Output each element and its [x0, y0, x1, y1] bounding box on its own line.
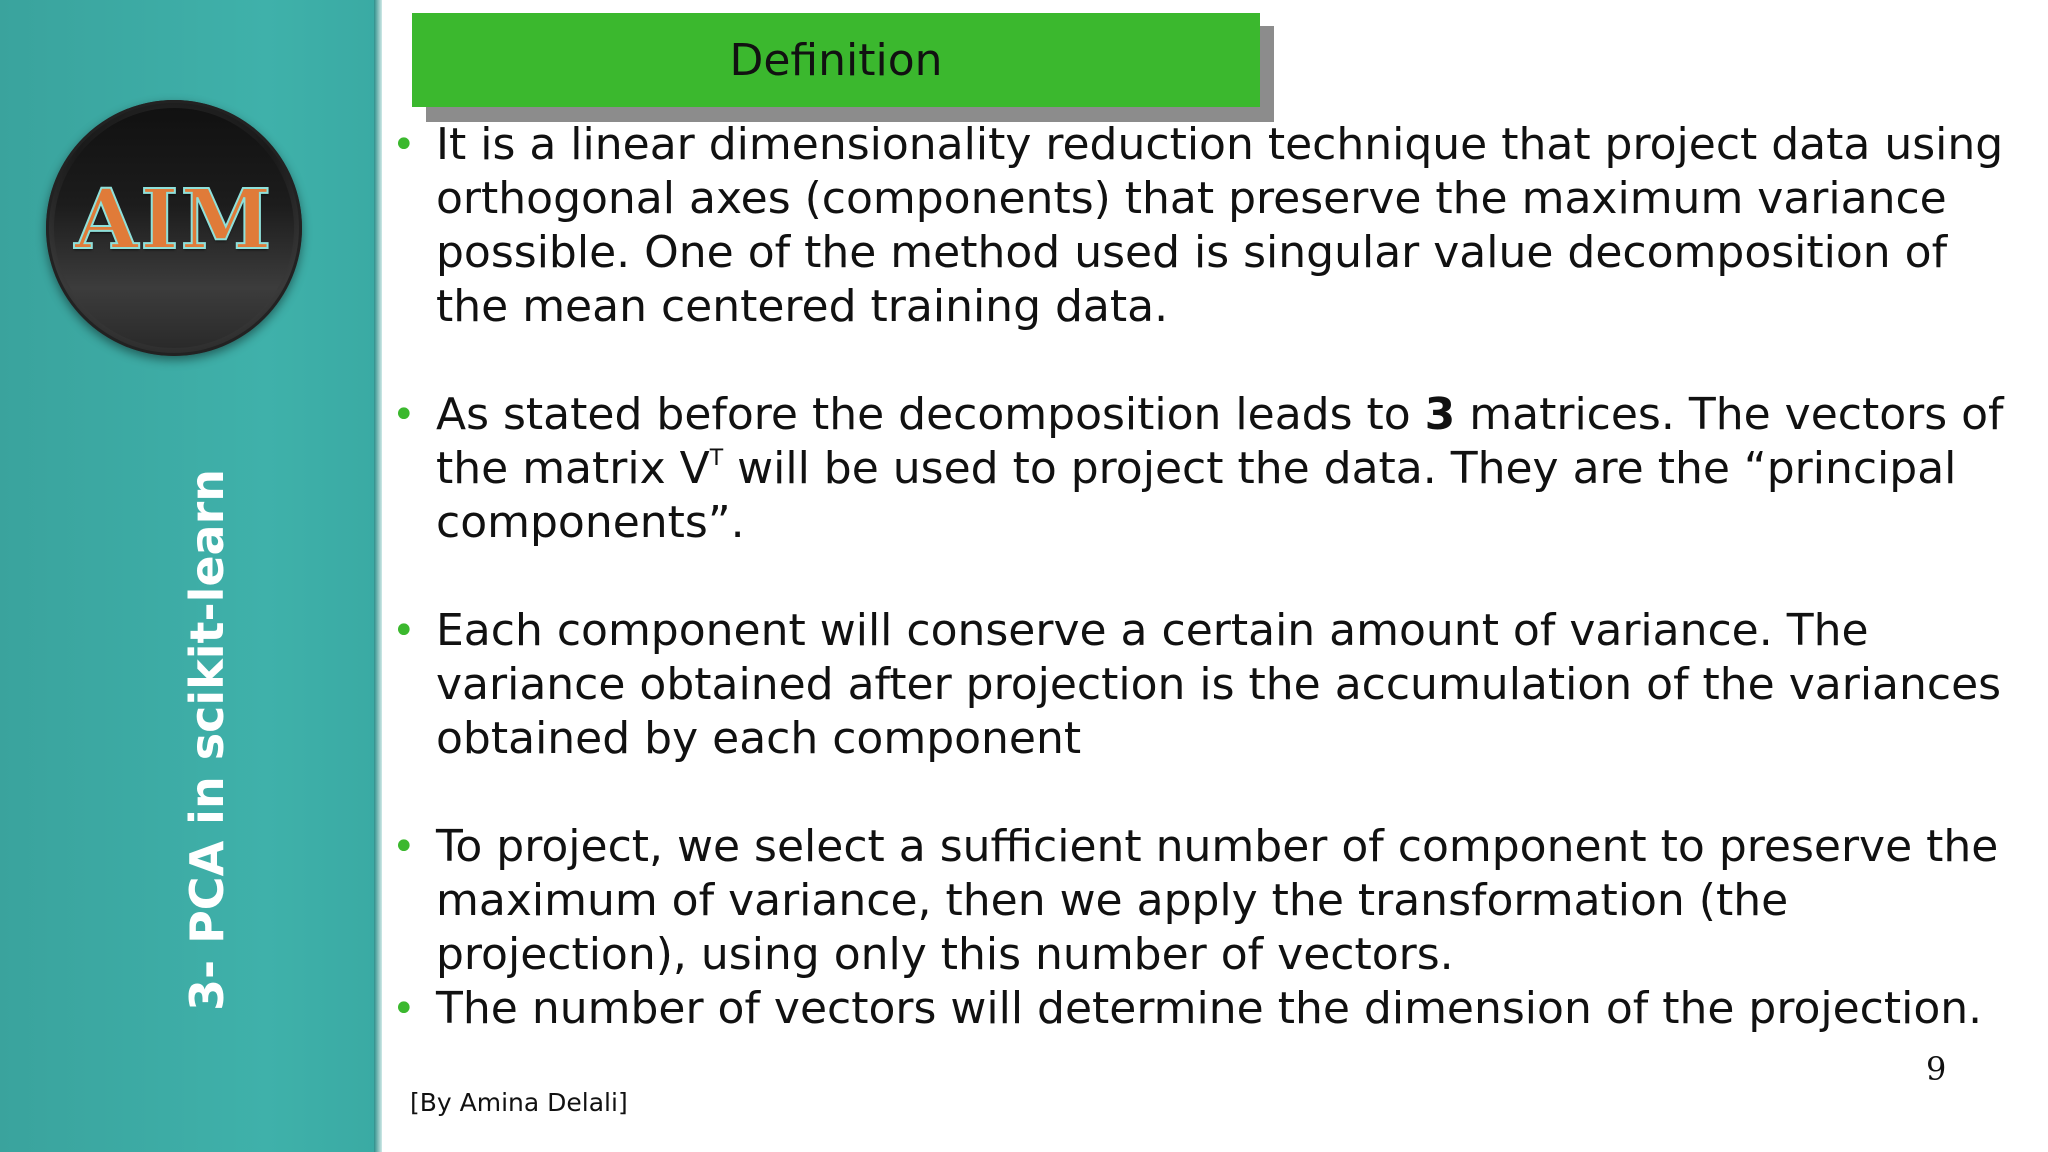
definition-header: [412, 13, 1260, 107]
page-number: 9: [1926, 1050, 1947, 1088]
transpose-superscript: T: [709, 446, 724, 471]
bullet-text: Each component will conserve a certain amount of variance. The variance obtained after projection is the accumulation of the variances obtained by each component: [436, 605, 2002, 764]
sidebar-edge: [374, 0, 382, 1152]
bullet-icon: •: [392, 986, 416, 1032]
bullet-text: To project, we select a sufficient number of component to preserve the maximum of variance, then we apply the transformation (the projection), using only this number of vectors.: [436, 821, 1999, 980]
bullet-item: [388, 388, 2028, 550]
author-credit: [By Amina Delali]: [410, 1088, 628, 1117]
bullet-text-part: As stated before the decomposition leads to: [436, 389, 1425, 440]
bullet-text: [436, 389, 2004, 548]
bold-number: 3: [1424, 389, 1456, 440]
aim-logo: [46, 100, 302, 356]
bullet-text: The number of vectors will determine the dimension of the projection.: [436, 983, 1983, 1034]
bullet-text: It is a linear dimensionality reduction technique that project data using orthogonal axes (components) that preserve the maximum variance possible. One of the method used is singular value decomposition of the mean centered training data.: [436, 119, 2004, 332]
bullet-item: [388, 820, 2028, 982]
bullet-icon: •: [392, 608, 416, 654]
bullet-item: [388, 118, 2028, 334]
definition-title: Definition: [729, 34, 943, 86]
bullet-list: [388, 118, 2028, 1036]
bullet-item: [388, 604, 2028, 766]
bullet-item: [388, 982, 2028, 1036]
logo-text: AIM: [74, 172, 274, 268]
bullet-icon: •: [392, 122, 416, 168]
bullet-text-part: will be used to project the data. They are the “principal components”.: [436, 443, 1957, 548]
section-title: 3- PCA in scikit-learn: [180, 468, 234, 1012]
bullet-text-part: matrices. The vectors of the matrix V: [436, 389, 2004, 494]
bullet-icon: •: [392, 392, 416, 438]
bullet-icon: •: [392, 824, 416, 870]
